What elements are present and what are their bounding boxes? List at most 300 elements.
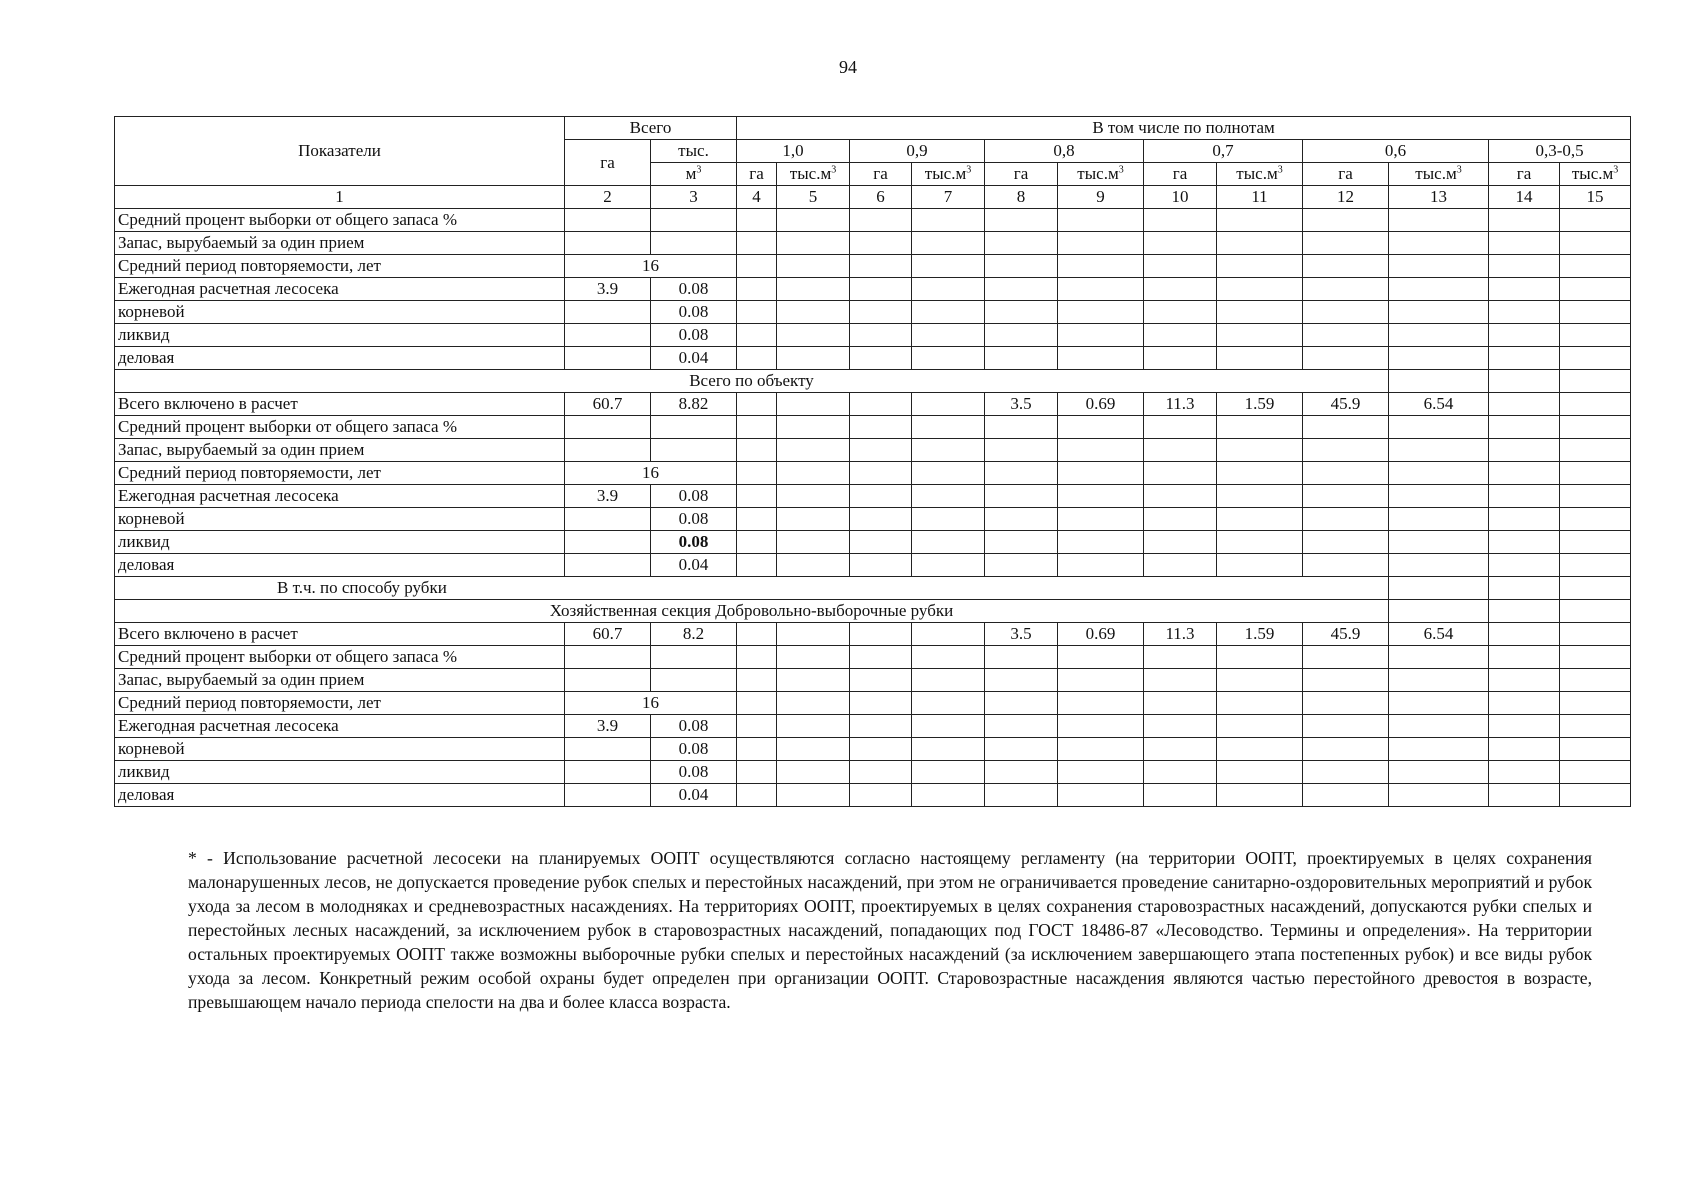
table-cell [1489,646,1560,669]
table-row [115,784,1631,807]
column-number: 12 [1303,186,1389,209]
table-cell [850,485,912,508]
table-cell [777,439,850,462]
table-cell [1389,600,1489,623]
column-number: 14 [1489,186,1560,209]
table-cell [1489,554,1560,577]
table-cell [1560,623,1631,646]
table-row [115,508,1631,531]
table-cell [565,232,651,255]
table-cell [1058,485,1144,508]
table-cell [850,301,912,324]
row-label: Запас, вырубаемый за один прием [115,669,565,692]
table-cell [565,347,651,370]
unit-ha: га [1489,163,1560,186]
table-cell: 0.04 [651,347,737,370]
table-cell [1144,531,1217,554]
table-cell [565,439,651,462]
table-cell [1144,439,1217,462]
table-cell [1058,462,1144,485]
table-cell [1058,761,1144,784]
table-cell [565,416,651,439]
table-cell [985,669,1058,692]
column-number: 6 [850,186,912,209]
unit-thous-m3: $тыс.м^3$ [777,163,850,186]
table-row [115,347,1631,370]
table-cell [1303,301,1389,324]
table-cell [737,738,777,761]
table-cell [985,646,1058,669]
table-cell [1144,324,1217,347]
table-cell [850,784,912,807]
table-cell [1560,416,1631,439]
table-cell [850,255,912,278]
table-cell [1560,324,1631,347]
table-cell [1489,232,1560,255]
table-cell [850,209,912,232]
table-cell [1389,462,1489,485]
table-cell [1058,255,1144,278]
table-cell [1217,232,1303,255]
table-cell [1058,508,1144,531]
section-title: В т.ч. по способу рубки [115,577,1389,600]
table-cell [1144,301,1217,324]
table-cell [777,255,850,278]
table-cell [565,301,651,324]
table-cell [777,508,850,531]
table-cell [1217,669,1303,692]
column-number: 1 [115,186,565,209]
table-cell [1389,232,1489,255]
table-cell [912,347,985,370]
table-cell [1303,232,1389,255]
table-cell [1144,784,1217,807]
table-cell [985,232,1058,255]
table-cell [1560,669,1631,692]
row-label: Ежегодная расчетная лесосека [115,715,565,738]
table-cell [777,278,850,301]
table-cell [1389,761,1489,784]
table-cell [1560,600,1631,623]
table-cell: 0.08 [651,715,737,738]
table-cell [1489,278,1560,301]
table-cell [1389,255,1489,278]
table-cell [850,347,912,370]
header-total: Всего [565,117,737,140]
table-cell [1217,715,1303,738]
unit-thous-m3: $тыс.м^3$ [1058,163,1144,186]
table-cell [1058,531,1144,554]
table-cell [737,669,777,692]
table-cell [737,462,777,485]
column-number: 3 [651,186,737,209]
table-cell [1303,347,1389,370]
table-cell [1217,531,1303,554]
column-number: 5 [777,186,850,209]
table-cell [565,531,651,554]
table-cell: 0.08 [651,508,737,531]
section-row [115,577,1631,600]
table-cell [912,301,985,324]
table-cell: 0.08 [651,738,737,761]
table-cell [565,554,651,577]
table-cell [1144,209,1217,232]
row-label: деловая [115,554,565,577]
table-cell [737,485,777,508]
table-cell [1217,462,1303,485]
table-row [115,255,1631,278]
table-row [115,301,1631,324]
table-row [115,738,1631,761]
table-cell [777,209,850,232]
table-cell [1144,255,1217,278]
table-cell: 0.69 [1058,623,1144,646]
table-cell [912,393,985,416]
row-label: ликвид [115,324,565,347]
table-cell [985,738,1058,761]
table-cell: 3.9 [565,278,651,301]
table-cell: 0.69 [1058,393,1144,416]
merged-value: 16 [565,462,737,485]
table-cell [850,531,912,554]
table-cell [850,416,912,439]
row-label: ликвид [115,761,565,784]
table-cell [985,554,1058,577]
unit-ha: га [737,163,777,186]
table-cell [737,232,777,255]
density-2: 0,9 [850,140,985,163]
table-cell: 60.7 [565,623,651,646]
table-cell [1217,301,1303,324]
table-cell [1144,232,1217,255]
table-cell [1489,255,1560,278]
row-label: Средний период повторяемости, лет [115,692,565,715]
table-cell [1489,715,1560,738]
table-cell [1303,715,1389,738]
table-cell [565,209,651,232]
table-cell [1560,278,1631,301]
table-cell [1560,761,1631,784]
header-total-thous-bottom: $м^3$ [651,163,737,186]
column-number: 8 [985,186,1058,209]
table-cell [1217,646,1303,669]
table-cell [737,508,777,531]
table-cell [850,508,912,531]
table-cell [850,232,912,255]
table-cell [912,623,985,646]
table-cell [1489,784,1560,807]
table-cell [850,462,912,485]
table-cell: 0.08 [651,761,737,784]
table-cell: 3.5 [985,393,1058,416]
table-cell [1303,669,1389,692]
table-cell: 0.04 [651,784,737,807]
table-cell: 6.54 [1389,393,1489,416]
table-cell [651,209,737,232]
table-cell [1144,738,1217,761]
table-cell [1389,370,1489,393]
table-cell [1217,278,1303,301]
table-cell: 6.54 [1389,623,1489,646]
table-cell [850,715,912,738]
table-cell [565,738,651,761]
table-cell [1489,370,1560,393]
table-cell [912,646,985,669]
column-number: 9 [1058,186,1144,209]
table-row [115,209,1631,232]
table-cell [651,439,737,462]
table-cell: 60.7 [565,393,651,416]
table-row [115,669,1631,692]
table-cell [1058,278,1144,301]
table-cell [1303,485,1389,508]
table-row [115,761,1631,784]
table-cell [1389,439,1489,462]
row-label: деловая [115,784,565,807]
table-cell [1144,278,1217,301]
table-cell [1389,209,1489,232]
table-cell: 0.08 [651,301,737,324]
table-cell [1560,232,1631,255]
table-cell: 0.08 [651,278,737,301]
table-cell [1560,531,1631,554]
table-cell [1144,416,1217,439]
table-cell [1303,324,1389,347]
table-cell [651,669,737,692]
table-cell [912,485,985,508]
density-1: 1,0 [737,140,850,163]
table-cell [1058,554,1144,577]
table-cell [1303,508,1389,531]
table-cell [1389,416,1489,439]
table-cell [1217,416,1303,439]
row-label: Средний период повторяемости, лет [115,462,565,485]
column-number: 7 [912,186,985,209]
table-cell: 1.59 [1217,623,1303,646]
table-row [115,439,1631,462]
table-cell [1217,784,1303,807]
table-cell [912,784,985,807]
table-cell [565,669,651,692]
table-cell [1389,738,1489,761]
table-cell [565,761,651,784]
table-row [115,324,1631,347]
table-cell [1560,370,1631,393]
header-by-density: В том числе по полнотам [737,117,1631,140]
table-cell [1389,347,1489,370]
table-cell [777,347,850,370]
table-cell [1217,692,1303,715]
table-cell: 3.9 [565,485,651,508]
table-cell [912,232,985,255]
column-number: 10 [1144,186,1217,209]
table-cell [777,232,850,255]
table-cell [1217,324,1303,347]
table-cell [777,393,850,416]
table-cell [1560,738,1631,761]
table-cell [1303,554,1389,577]
section-title: Хозяйственная секция Добровольно-выборочные рубки [115,600,1389,623]
density-3: 0,8 [985,140,1144,163]
table-cell [737,623,777,646]
table-cell [985,462,1058,485]
table-cell: 0.08 [651,485,737,508]
table-cell [565,324,651,347]
table-cell [1560,554,1631,577]
table-cell [1489,577,1560,600]
table-cell [1560,508,1631,531]
table-cell [912,278,985,301]
table-cell [985,209,1058,232]
table-cell [1489,301,1560,324]
table-cell: 1.59 [1217,393,1303,416]
table-cell [1303,784,1389,807]
table-cell [1303,439,1389,462]
table-cell [737,255,777,278]
row-label: Средний период повторяемости, лет [115,255,565,278]
table-cell [985,416,1058,439]
table-cell [651,416,737,439]
table-cell [1489,485,1560,508]
table-cell [1217,255,1303,278]
table-cell [1560,255,1631,278]
table-cell [737,761,777,784]
table-cell [777,416,850,439]
row-label: корневой [115,508,565,531]
row-label: Ежегодная расчетная лесосека [115,278,565,301]
column-number: 2 [565,186,651,209]
table-cell [985,784,1058,807]
table-cell [850,439,912,462]
table-cell [985,692,1058,715]
table-cell [1560,209,1631,232]
table-cell [1058,715,1144,738]
table-cell [1058,416,1144,439]
table-cell: 11.3 [1144,393,1217,416]
table-cell [1560,784,1631,807]
table-cell [737,531,777,554]
table-cell [777,715,850,738]
table-cell [1217,554,1303,577]
table-cell [737,715,777,738]
table-cell [1489,347,1560,370]
unit-thous-m3: $тыс.м^3$ [1217,163,1303,186]
column-number: 11 [1217,186,1303,209]
table-cell [737,646,777,669]
table-cell [777,623,850,646]
table-row [115,715,1631,738]
table-cell [737,301,777,324]
table-cell: 3.5 [985,623,1058,646]
table-cell [565,646,651,669]
table-cell [1058,646,1144,669]
table-cell [1058,347,1144,370]
table-cell [912,209,985,232]
table-cell [985,715,1058,738]
row-label: корневой [115,301,565,324]
table-cell [777,646,850,669]
table-cell [777,692,850,715]
section-row [115,370,1631,393]
table-cell [1058,324,1144,347]
table-cell [912,715,985,738]
table-cell [1144,761,1217,784]
table-row [115,554,1631,577]
table-cell [1058,669,1144,692]
table-cell [1389,278,1489,301]
table-cell [1144,554,1217,577]
table-cell [1489,761,1560,784]
table-cell [1303,761,1389,784]
table-row [115,416,1631,439]
table-cell [1217,347,1303,370]
table-cell [1058,209,1144,232]
unit-ha: га [1144,163,1217,186]
table-cell [1144,462,1217,485]
table-cell [912,508,985,531]
table-cell [1489,600,1560,623]
table-cell [985,347,1058,370]
section-title: Всего по объекту [115,370,1389,393]
unit-ha: га [1303,163,1389,186]
table-cell [850,324,912,347]
table-cell [1303,692,1389,715]
table-cell: 8.2 [651,623,737,646]
table-cell [985,301,1058,324]
table-cell [1389,692,1489,715]
table-cell [777,324,850,347]
table-cell [1489,508,1560,531]
table-cell [737,439,777,462]
table-row [115,462,1631,485]
table-cell [777,531,850,554]
table-cell [1144,508,1217,531]
table-cell [850,623,912,646]
table-cell [1489,416,1560,439]
table-cell [1303,255,1389,278]
row-label: Ежегодная расчетная лесосека [115,485,565,508]
table-cell [777,738,850,761]
table-cell [1560,301,1631,324]
row-label: деловая [115,347,565,370]
table-cell [777,462,850,485]
table-cell [1144,692,1217,715]
table-cell [1058,784,1144,807]
table-cell [912,462,985,485]
table-cell [1303,531,1389,554]
table-cell [985,255,1058,278]
table-cell [1144,485,1217,508]
column-number: 4 [737,186,777,209]
table-cell [850,738,912,761]
table-cell: 0.04 [651,554,737,577]
table-cell [1058,232,1144,255]
row-label: Средний процент выборки от общего запаса % [115,209,565,232]
table-cell [1489,393,1560,416]
table-row [115,232,1631,255]
table-cell: 8.82 [651,393,737,416]
table-cell [737,393,777,416]
table-cell [737,692,777,715]
footnote: * - Использование расчетной лесосеки на планируемых ООПТ осуществляются согласно настоящему регламенту (на территории ООПТ, проектируемых в целях сохранения малонарушенных лесов, не допускается проведение рубок спелых и перестойных насаждений, при этом не ограничивается проведение санитарно-оздоровительных мероприятий и рубок ухода за лесом в молодняках и средневозрастных насаждениях. На территориях ООПТ, проектируемых в целях сохранения старовозрастных насаждений, допускаются рубки спелых и перестойных лесных насаждений, за исключением рубок в старовозрастных насаждений, попадающих под ГОСТ 18486-87 «Лесоводство. Термины и определения». На территории остальных проектируемых ООПТ также возможны выборочные рубки спелых и перестойных насаждений (за исключением завершающего этапа постепенных рубок) и все виды рубок ухода за лесом. Конкретный режим особой охраны будет определен при организации ООПТ. Старовозрастные насаждения являются частью перестойного древостоя в возрасте, превышающем начало периода спелости на два и более класса возраста. [188,848,1592,1012]
table-cell [1560,393,1631,416]
table-cell [1489,692,1560,715]
table-row [115,278,1631,301]
table-cell [1389,531,1489,554]
table-cell [1217,439,1303,462]
header-total-ha: га [565,140,651,186]
row-label: Всего включено в расчет [115,393,565,416]
